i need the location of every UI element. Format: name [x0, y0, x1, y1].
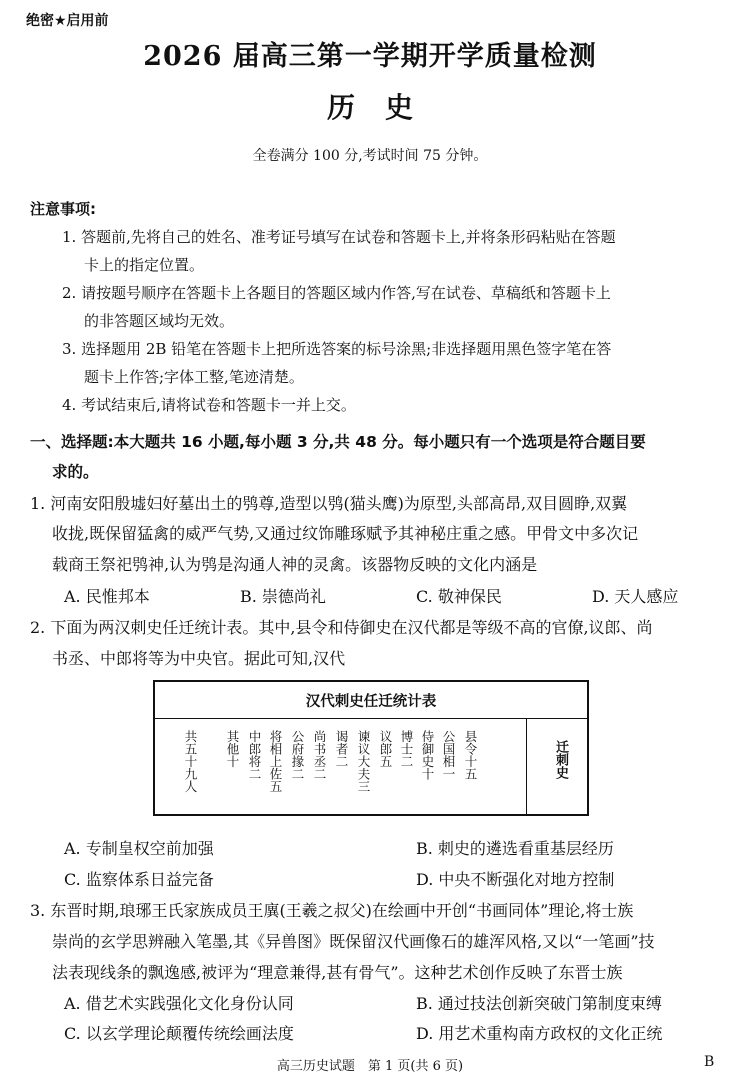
q3-stem-line: 法表现线条的飘逸感,被评为“理意兼得,甚有骨气”。这种艺术创作反映了东晋士族 [52, 963, 623, 982]
table-cell: 议郎五 [378, 730, 393, 768]
table-cell: 将相上佐五 [268, 730, 283, 793]
q1-option-a[interactable]: A. 民惟邦本 [64, 587, 150, 606]
table-divider [155, 718, 587, 719]
table-cell: 谒者二 [334, 730, 349, 768]
notice-line: 4. 考试结束后,请将试卷和答题卡一并上交。 [62, 396, 356, 414]
paper-version-code: B [704, 1054, 715, 1070]
score-note: 全卷满分 100 分,考试时间 75 分钟。 [252, 148, 488, 164]
section-heading: 一、选择题:本大题共 16 小题,每小题 3 分,共 48 分。每小题只有一个选项是符合题目要 [30, 433, 646, 451]
table-cell: 共五十九人 [183, 730, 198, 793]
table-cell: 其他十 [225, 730, 240, 768]
exam-title: 2026 届高三第一学期开学质量检测 [143, 41, 597, 72]
q2-option-a[interactable]: A. 专制皇权空前加强 [64, 839, 214, 858]
q3-option-c[interactable]: C. 以玄学理论颠覆传统绘画法度 [64, 1024, 294, 1043]
table-cell: 中郎将二 [247, 730, 262, 780]
q1-stem-line: 收拢,既保留猛禽的威严气势,又通过纹饰雕琢赋予其神秘庄重之感。甲骨文中多次记 [52, 524, 639, 543]
page-footer: 高三历史试题 第 1 页(共 6 页) [276, 1059, 464, 1074]
q2-option-d[interactable]: D. 中央不断强化对地方控制 [416, 870, 615, 889]
notice-line: 卡上的指定位置。 [84, 256, 205, 274]
q3-option-b[interactable]: B. 通过技法创新突破门第制度束缚 [416, 994, 662, 1013]
notice-title: 注意事项: [30, 200, 96, 218]
q2-stem-line: 书丞、中郎将等为中央官。据此可知,汉代 [52, 649, 346, 668]
table-cell: 公国相一 [441, 730, 456, 780]
q1-stem-line: 1. 河南安阳殷墟妇好墓出土的鸮尊,造型以鸮(猫头鹰)为原型,头部高昂,双目圆睁,双翼 [30, 494, 628, 513]
table-caption: 汉代刺史任迁统计表 [305, 694, 437, 710]
q1-option-c[interactable]: C. 敬神保民 [416, 587, 502, 606]
q1-option-b[interactable]: B. 崇德尚礼 [240, 587, 326, 606]
table-cell: 博士二 [399, 730, 414, 768]
table-row-label: 迁刺史 [553, 740, 568, 779]
table-cell: 公府掾二 [290, 730, 305, 780]
section-heading-continued: 求的。 [52, 463, 99, 481]
notice-line: 的非答题区域均无效。 [84, 312, 235, 330]
notice-line: 1. 答题前,先将自己的姓名、准考证号填写在试卷和答题卡上,并将条形码粘贴在答题 [62, 228, 616, 246]
table-cell: 谏议大夫三 [356, 730, 371, 793]
table-divider [526, 719, 527, 814]
q3-stem-line: 3. 东晋时期,琅琊王氏家族成员王廙(王羲之叔父)在绘画中开创“书画同体”理论,将士族 [30, 901, 634, 920]
notice-line: 题卡上作答;字体工整,笔迹清楚。 [84, 368, 304, 386]
q1-stem-line: 载商王祭祀鸮神,认为鸮是沟通人神的灵禽。该器物反映的文化内涵是 [52, 555, 538, 574]
notice-line: 3. 选择题用 2B 铅笔在答题卡上把所选答案的标号涂黑;非选择题用黑色签字笔在答 [62, 340, 612, 358]
confidential-label: 绝密★启用前 [26, 13, 109, 29]
q2-stem-line: 2. 下面为两汉刺史任迁统计表。其中,县令和侍御史在汉代都是等级不高的官僚,议郎、尚 [30, 618, 653, 637]
subject-title: 历史 [326, 91, 443, 124]
q1-option-d[interactable]: D. 天人感应 [592, 587, 679, 606]
table-cell: 县令十五 [463, 730, 478, 780]
q2-option-c[interactable]: C. 监察体系日益完备 [64, 870, 214, 889]
table-cell: 尚书丞二 [312, 730, 327, 780]
q3-stem-line: 崇尚的玄学思辨融入笔墨,其《异兽图》既保留汉代画像石的雄浑风格,又以“一笔画”技 [52, 932, 655, 951]
q2-option-b[interactable]: B. 刺史的遴选看重基层经历 [416, 839, 614, 858]
q3-option-a[interactable]: A. 借艺术实践强化文化身份认同 [64, 994, 294, 1013]
q3-option-d[interactable]: D. 用艺术重构南方政权的文化正统 [416, 1024, 663, 1043]
notice-line: 2. 请按题号顺序在答题卡上各题目的答题区域内作答,写在试卷、草稿纸和答题卡上 [62, 284, 611, 302]
table-cell: 侍御史十 [420, 730, 435, 780]
